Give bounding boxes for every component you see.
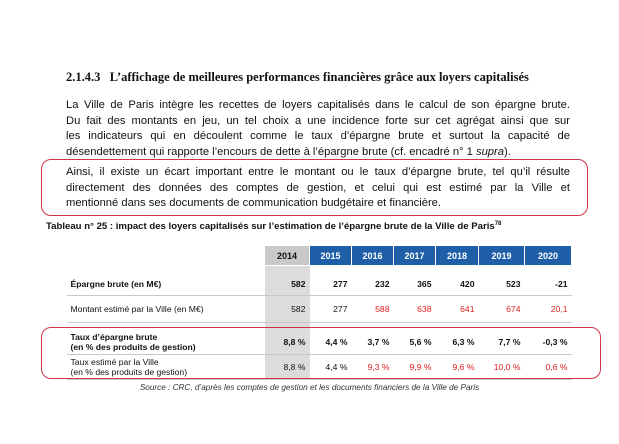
value-cell-2014: 582: [265, 273, 310, 296]
paragraph-line: les indicateurs qui en découlent comme le taux d’épargne brute et surtout la capacité de: [66, 130, 570, 142]
paragraph-line: désendettement qui rapporte l’encours de dette à l’épargne brute (cf. encadré n° 1: [66, 145, 473, 158]
italic-word: supra: [475, 145, 504, 158]
value-cell-2017: 638: [394, 296, 436, 323]
value-cell-2016: 9,3 %: [352, 355, 394, 380]
value-cell-2017: 365: [394, 273, 436, 296]
value-cell-2019: 523: [479, 273, 525, 296]
value-cell-2020: -0,3 %: [525, 330, 572, 355]
table-row: [67, 296, 572, 323]
table-title-text: Tableau n° 25 : impact des loyers capitalisés sur l’estimation de l’épargne brute de la Ville de Paris: [46, 221, 495, 233]
value-cell-2016: 3,7 %: [352, 330, 394, 355]
value-cell-2018: 6,3 %: [436, 330, 479, 355]
paragraph-line-last: [66, 145, 570, 161]
highlight-box-rate-rows: [41, 327, 601, 379]
year-header-2019: 2019: [479, 246, 525, 266]
table-header-row: [67, 246, 572, 266]
table-title: [46, 221, 501, 232]
year-header-2018: 2018: [436, 246, 479, 266]
row-label: Montant estimé par la Ville (en M€): [67, 296, 265, 323]
section-heading: [66, 70, 586, 85]
section-number: 2.1.4.3: [66, 70, 101, 84]
value-cell-2015: 4,4 %: [310, 355, 352, 380]
value-cell-2019: 7,7 %: [479, 330, 525, 355]
paragraph-line: directement des données des comptes de gestion, et celui qui est estimé par la Ville et: [66, 181, 570, 194]
value-cell-2018: 9,6 %: [436, 355, 479, 380]
year-header-2014: 2014: [265, 246, 310, 266]
footnote-ref: 78: [494, 221, 502, 227]
value-cell-2015: 277: [310, 273, 352, 296]
section-title: L’affichage de meilleures performances financières grâce aux loyers capitalisés: [109, 70, 529, 84]
year-header-2017: 2017: [394, 246, 436, 266]
value-cell-2018: 641: [436, 296, 479, 323]
table-row: [67, 273, 572, 296]
value-cell-2018: 420: [436, 273, 479, 296]
paragraph-line: mentionné dans ses documents de communication budgétaire et financière.: [66, 197, 442, 209]
row-label: Taux estimé par la Ville (en % des produits de gestion): [67, 355, 265, 380]
value-cell-2019: 674: [479, 296, 525, 323]
header-label-cell: [67, 246, 265, 266]
spacer-row: [67, 266, 572, 274]
value-cell-2016: 232: [352, 273, 394, 296]
value-cell-2016: 588: [352, 296, 394, 323]
value-cell-2015: 277: [310, 296, 352, 323]
value-cell-2017: 9,9 %: [394, 355, 436, 380]
value-cell-2020: 20,1: [525, 296, 572, 323]
paragraph-line: Ainsi, il existe un écart important entre le montant ou le taux d’épargne brute, tel qu’il résulte: [66, 166, 570, 178]
value-cell-2014: 8,8 %: [265, 330, 310, 355]
value-cell-2014: 8,8 %: [265, 355, 310, 380]
row-label: Épargne brute (en M€): [67, 273, 265, 296]
paragraph-end: ).: [503, 145, 511, 158]
value-cell-2014: 582: [265, 296, 310, 323]
year-header-2016: 2016: [352, 246, 394, 266]
row-label: Taux d’épargne brute (en % des produits de gestion): [67, 330, 265, 355]
value-cell-2020: -21: [525, 273, 572, 296]
value-cell-2019: 10,0 %: [479, 355, 525, 380]
value-cell-2017: 5,6 %: [394, 330, 436, 355]
table-source: Source : CRC, d’après les comptes de gestion et les documents financiers de la Ville de Paris: [139, 383, 480, 392]
paragraph-2: [66, 165, 570, 212]
paragraph-line: Du fait des montants en jeu, un tel choix a une incidence forte sur cet agrégat ainsi que sur: [66, 114, 570, 127]
value-cell-2015: 4,4 %: [310, 330, 352, 355]
year-header-2020: 2020: [525, 246, 572, 266]
year-header-2015: 2015: [310, 246, 352, 266]
value-cell-2020: 0,6 %: [525, 355, 572, 380]
paragraph-line: La Ville de Paris intègre les recettes de loyers capitalisés dans le calcul de son épargne brute.: [66, 99, 570, 111]
paragraph-1: [66, 98, 570, 160]
